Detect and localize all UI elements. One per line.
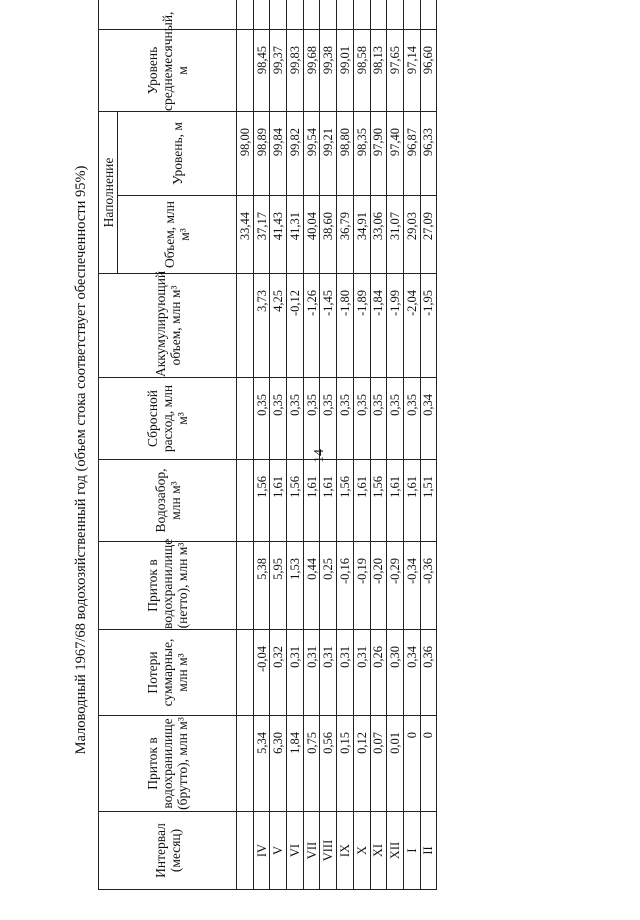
- table-body: [237, 0, 437, 890]
- table-cell: [253, 0, 270, 29]
- cell-volume: 31,07: [387, 196, 404, 274]
- cell-level: 99,82: [287, 111, 304, 195]
- cell-mean-level: 99,01: [337, 29, 354, 111]
- cell-accumulated: -1,45: [320, 274, 337, 378]
- cell-discharge: 0,35: [253, 378, 270, 460]
- cell-accumulated: -2,04: [403, 274, 420, 378]
- cell-losses: 0,26: [370, 630, 387, 716]
- cell-mean-level: 98,45: [253, 29, 270, 111]
- cell-interval: VII: [303, 812, 320, 890]
- table-caption: Маловодный 1967/68 водохозяйственный год (объем стока соответствует обеспеченности 95%): [73, 165, 89, 755]
- cell-inflow-net: -0,29: [387, 542, 404, 630]
- cell-mean-level: 96,60: [420, 29, 437, 111]
- table-cell: [403, 0, 420, 29]
- table-cell: [237, 274, 254, 378]
- cell-interval: I: [403, 812, 420, 890]
- initial-level: 98,00: [237, 111, 254, 195]
- cell-mean-level: 99,83: [287, 29, 304, 111]
- cell-withdrawal: 1,61: [270, 460, 287, 542]
- cell-losses: 0,34: [403, 630, 420, 716]
- cell-inflow-net: 0,44: [303, 542, 320, 630]
- cell-inflow-gross: 0,15: [337, 716, 354, 812]
- cell-level: 99,21: [320, 111, 337, 195]
- table-row: [353, 0, 370, 890]
- cell-accumulated: -1,26: [303, 274, 320, 378]
- header-level: Уровень, м: [118, 111, 237, 195]
- table-cell: [237, 716, 254, 812]
- cell-accumulated: -1,84: [370, 274, 387, 378]
- cell-inflow-net: -0,20: [370, 542, 387, 630]
- cell-losses: 0,31: [320, 630, 337, 716]
- cell-inflow-gross: 1,84: [287, 716, 304, 812]
- cell-mean-level: 99,68: [303, 29, 320, 111]
- table-row-initial: [237, 0, 254, 890]
- cell-inflow-gross: 0,01: [387, 716, 404, 812]
- table-row: [337, 0, 354, 890]
- table-cell: [337, 0, 354, 29]
- cell-withdrawal: 1,56: [370, 460, 387, 542]
- cell-withdrawal: 1,56: [287, 460, 304, 542]
- cell-inflow-net: 5,38: [253, 542, 270, 630]
- cell-losses: 0,32: [270, 630, 287, 716]
- cell-discharge: 0,35: [270, 378, 287, 460]
- table-row: [403, 0, 420, 890]
- table-cell: [237, 542, 254, 630]
- cell-interval: VI: [287, 812, 304, 890]
- table-row: [320, 0, 337, 890]
- cell-accumulated: -1,95: [420, 274, 437, 378]
- initial-volume: 33,44: [237, 196, 254, 274]
- cell-inflow-gross: 6,30: [270, 716, 287, 812]
- table-cell: [237, 460, 254, 542]
- cell-accumulated: -1,99: [387, 274, 404, 378]
- page-number: 14: [312, 449, 327, 463]
- table-row: [420, 0, 437, 890]
- rotated-page-content: [70, 11, 595, 890]
- cell-losses: 0,31: [353, 630, 370, 716]
- cell-discharge: 0,34: [420, 378, 437, 460]
- cell-interval: V: [270, 812, 287, 890]
- table-row: [370, 0, 387, 890]
- table-cell: [237, 812, 254, 890]
- cell-interval: XII: [387, 812, 404, 890]
- table-cell: [237, 630, 254, 716]
- cell-mean-level: 97,14: [403, 29, 420, 111]
- cell-volume: 41,43: [270, 196, 287, 274]
- cell-inflow-gross: 5,34: [253, 716, 270, 812]
- cell-withdrawal: 1,56: [253, 460, 270, 542]
- cell-losses: 0,30: [387, 630, 404, 716]
- cell-inflow-gross: 0,12: [353, 716, 370, 812]
- header-inflow-net: Приток в водохранилище (нетто), млн м³: [99, 542, 237, 630]
- cell-losses: -0,04: [253, 630, 270, 716]
- cell-volume: 34,91: [353, 196, 370, 274]
- cell-volume: 40,04: [303, 196, 320, 274]
- cell-discharge: 0,35: [353, 378, 370, 460]
- header-withdrawal: Водозабор, млн м³: [99, 460, 237, 542]
- cell-level: 96,87: [403, 111, 420, 195]
- cell-level: 99,84: [270, 111, 287, 195]
- cell-inflow-gross: 0,07: [370, 716, 387, 812]
- header-interval: Интервал (месяц): [99, 812, 237, 890]
- cell-inflow-net: -0,19: [353, 542, 370, 630]
- cell-volume: 38,60: [320, 196, 337, 274]
- cell-level: 96,33: [420, 111, 437, 195]
- cell-discharge: 0,35: [403, 378, 420, 460]
- cell-inflow-net: 5,95: [270, 542, 287, 630]
- cell-discharge: 0,35: [387, 378, 404, 460]
- cell-discharge: 0,35: [287, 378, 304, 460]
- table-cell: [270, 0, 287, 29]
- cell-losses: 0,31: [303, 630, 320, 716]
- cell-inflow-net: -0,34: [403, 542, 420, 630]
- table-cell: [237, 29, 254, 111]
- cell-accumulated: 4,25: [270, 274, 287, 378]
- cell-accumulated: -0,12: [287, 274, 304, 378]
- header-discharge: Сбросной расход, млн м³: [99, 378, 237, 460]
- table-cell: [420, 0, 437, 29]
- cell-level: 98,89: [253, 111, 270, 195]
- cell-level: 97,40: [387, 111, 404, 195]
- cell-volume: 41,31: [287, 196, 304, 274]
- cell-withdrawal: 1,61: [320, 460, 337, 542]
- cell-inflow-net: -0,16: [337, 542, 354, 630]
- table-row: [253, 0, 270, 890]
- cell-discharge: 0,35: [370, 378, 387, 460]
- cell-mean-level: 97,65: [387, 29, 404, 111]
- cell-mean-level: 99,38: [320, 29, 337, 111]
- header-inflow-gross: Приток в водохранилище (брутто), млн м³: [99, 716, 237, 812]
- header-accumulated: Аккумулирующий объем, млн м³: [99, 274, 237, 378]
- cell-losses: 0,31: [287, 630, 304, 716]
- cell-discharge: 0,35: [303, 378, 320, 460]
- table-row: [303, 0, 320, 890]
- cell-volume: 33,06: [370, 196, 387, 274]
- cell-volume: 29,03: [403, 196, 420, 274]
- header-filling: Наполнение: [99, 111, 118, 273]
- cell-accumulated: -1,80: [337, 274, 354, 378]
- cell-discharge: 0,35: [320, 378, 337, 460]
- cell-accumulated: 3,73: [253, 274, 270, 378]
- cell-withdrawal: 1,51: [420, 460, 437, 542]
- table-row: [287, 0, 304, 890]
- cell-inflow-gross: 0,75: [303, 716, 320, 812]
- reservoir-balance-table: [98, 0, 437, 890]
- cell-volume: 36,79: [337, 196, 354, 274]
- table-row: [387, 0, 404, 890]
- table-cell: [320, 0, 337, 29]
- table-cell: [303, 0, 320, 29]
- cell-interval: XI: [370, 812, 387, 890]
- cell-inflow-net: -0,36: [420, 542, 437, 630]
- header-mean-level: Уровень среднемесячный, м: [99, 29, 237, 111]
- cell-losses: 0,31: [337, 630, 354, 716]
- cell-interval: II: [420, 812, 437, 890]
- cell-inflow-gross: 0: [420, 716, 437, 812]
- cell-withdrawal: 1,61: [353, 460, 370, 542]
- cell-level: 99,54: [303, 111, 320, 195]
- cell-discharge: 0,35: [337, 378, 354, 460]
- header-losses: Потери суммарные, млн м³: [99, 630, 237, 716]
- cell-interval: VIII: [320, 812, 337, 890]
- table-cell: [353, 0, 370, 29]
- cell-inflow-net: 1,53: [287, 542, 304, 630]
- table-cell: [237, 378, 254, 460]
- cell-accumulated: -1,89: [353, 274, 370, 378]
- table-cell: [370, 0, 387, 29]
- cell-interval: IV: [253, 812, 270, 890]
- table-row: [270, 0, 287, 890]
- cell-mean-level: 98,13: [370, 29, 387, 111]
- cell-interval: IX: [337, 812, 354, 890]
- cell-interval: X: [353, 812, 370, 890]
- cell-withdrawal: 1,61: [387, 460, 404, 542]
- cell-volume: 27,09: [420, 196, 437, 274]
- cell-inflow-gross: 0,56: [320, 716, 337, 812]
- cell-mean-level: 99,37: [270, 29, 287, 111]
- cell-losses: 0,36: [420, 630, 437, 716]
- cell-level: 98,35: [353, 111, 370, 195]
- table-cell: [237, 0, 254, 29]
- cell-withdrawal: 1,56: [337, 460, 354, 542]
- cell-level: 98,80: [337, 111, 354, 195]
- cell-inflow-net: 0,25: [320, 542, 337, 630]
- cell-withdrawal: 1,61: [303, 460, 320, 542]
- cell-withdrawal: 1,61: [403, 460, 420, 542]
- table-cell: [387, 0, 404, 29]
- table-cell: [287, 0, 304, 29]
- cell-mean-level: 98,58: [353, 29, 370, 111]
- cell-level: 97,90: [370, 111, 387, 195]
- cell-volume: 37,17: [253, 196, 270, 274]
- header-volume: Объем, млн м³: [118, 196, 237, 274]
- cell-inflow-gross: 0: [403, 716, 420, 812]
